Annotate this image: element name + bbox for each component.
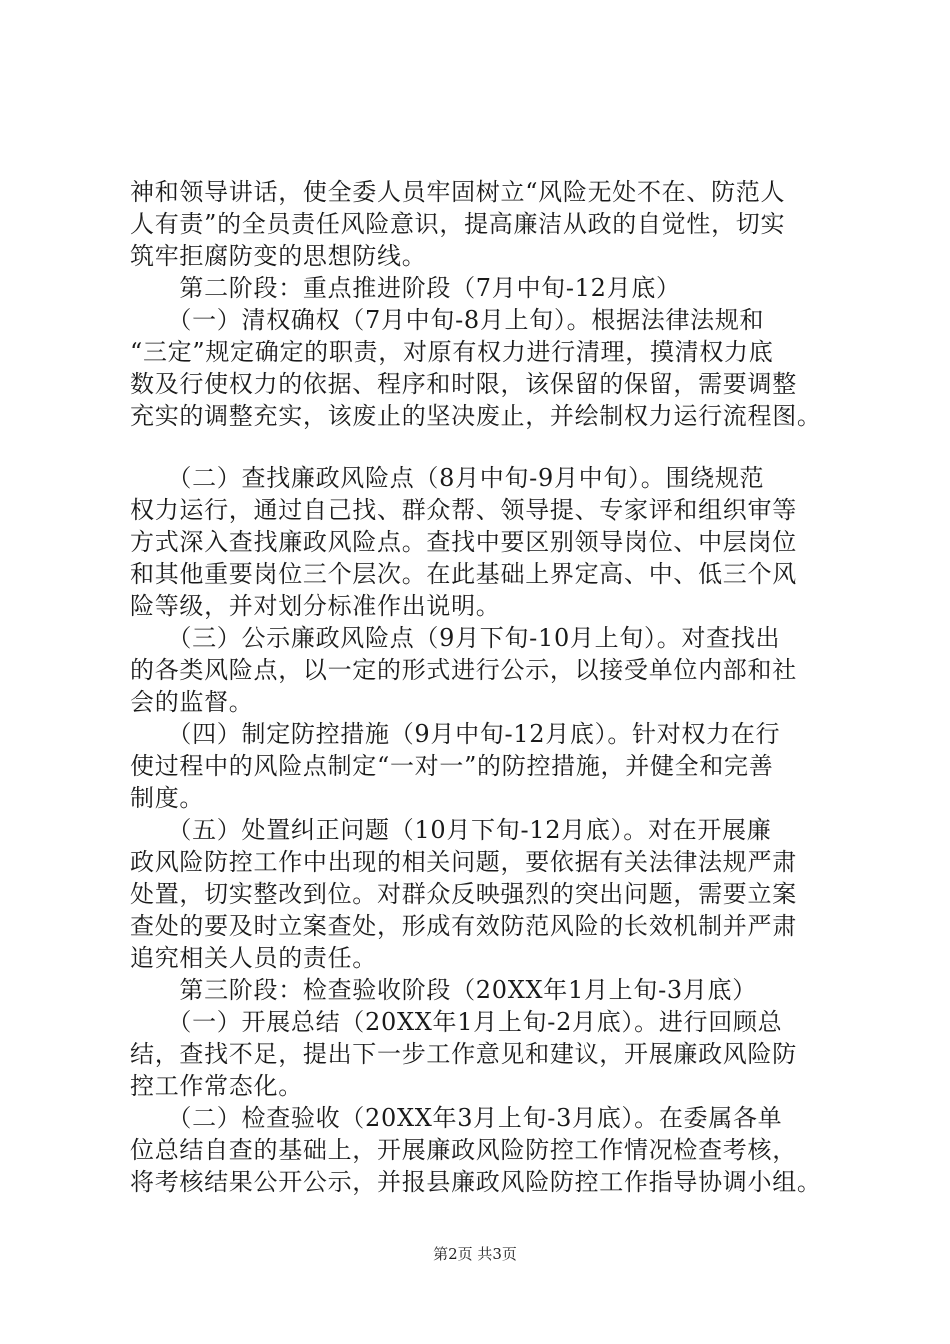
text-line: 处置，切实整改到位。对群众反映强烈的突出问题，需要立案: [130, 880, 797, 908]
text-line: （三）公示廉政风险点（9月下旬-10月上旬）。对查找出: [130, 624, 781, 652]
text-line: 筑牢拒腐防变的思想防线。: [130, 242, 427, 270]
text-line: 控工作常态化。: [130, 1072, 303, 1100]
text-line: （四）制定防控措施（9月中旬-12月底）。针对权力在行: [130, 720, 781, 748]
text-line: “三定”规定确定的职责，对原有权力进行清理，摸清权力底: [130, 338, 774, 366]
text-line: 追究相关人员的责任。: [130, 944, 377, 972]
text-line: 将考核结果公开公示，并报县廉政风险防控工作指导协调小组。: [130, 1168, 822, 1196]
page-footer: 第2页 共3页: [433, 1245, 517, 1263]
text-line: （五）处置纠正问题（10月下旬-12月底）。对在开展廉: [130, 816, 772, 844]
paragraph-gap: [130, 432, 836, 462]
text-line: 险等级，并对划分标准作出说明。: [130, 592, 501, 620]
text-line: （一）开展总结（20XX年1月上旬-2月底）。进行回顾总: [130, 1008, 783, 1036]
document-body: [130, 176, 836, 1198]
text-line: 政风险防控工作中出现的相关问题，要依据有关法律法规严肃: [130, 848, 797, 876]
text-line: 充实的调整充实，该废止的坚决废止，并绘制权力运行流程图。: [130, 402, 822, 430]
text-line: 人有责”的全员责任风险意识，提高廉洁从政的自觉性，切实: [130, 210, 786, 238]
text-line: 使过程中的风险点制定“一对一”的防控措施，并健全和完善: [130, 752, 774, 780]
text-line: 结，查找不足，提出下一步工作意见和建议，开展廉政风险防: [130, 1040, 797, 1068]
text-line: 的各类风险点，以一定的形式进行公示，以接受单位内部和社: [130, 656, 797, 684]
text-line: （一）清权确权（7月中旬-8月上旬）。根据法律法规和: [130, 306, 765, 334]
text-line: 方式深入查找廉政风险点。查找中要区别领导岗位、中层岗位: [130, 528, 797, 556]
text-line: 神和领导讲话，使全委人员牢固树立“风险无处不在、防范人: [130, 178, 786, 206]
text-line: 第二阶段：重点推进阶段（7月中旬-12月底）: [130, 274, 681, 302]
text-line: 会的监督。: [130, 688, 254, 716]
text-line: 位总结自查的基础上，开展廉政风险防控工作情况检查考核，: [130, 1136, 797, 1164]
text-line: 查处的要及时立案查处，形成有效防范风险的长效机制并严肃: [130, 912, 797, 940]
text-line: 第三阶段：检查验收阶段（20XX年1月上旬-3月底）: [130, 976, 757, 1004]
text-line: 制度。: [130, 784, 205, 812]
text-line: （二）查找廉政风险点（8月中旬-9月中旬）。围绕规范: [130, 464, 765, 492]
text-line: 和其他重要岗位三个层次。在此基础上界定高、中、低三个风: [130, 560, 797, 588]
text-line: （二）检查验收（20XX年3月上旬-3月底）。在委属各单: [130, 1104, 783, 1132]
text-line: 权力运行，通过自己找、群众帮、领导提、专家评和组织审等: [130, 496, 797, 524]
text-line: 数及行使权力的依据、程序和时限，该保留的保留，需要调整: [130, 370, 797, 398]
